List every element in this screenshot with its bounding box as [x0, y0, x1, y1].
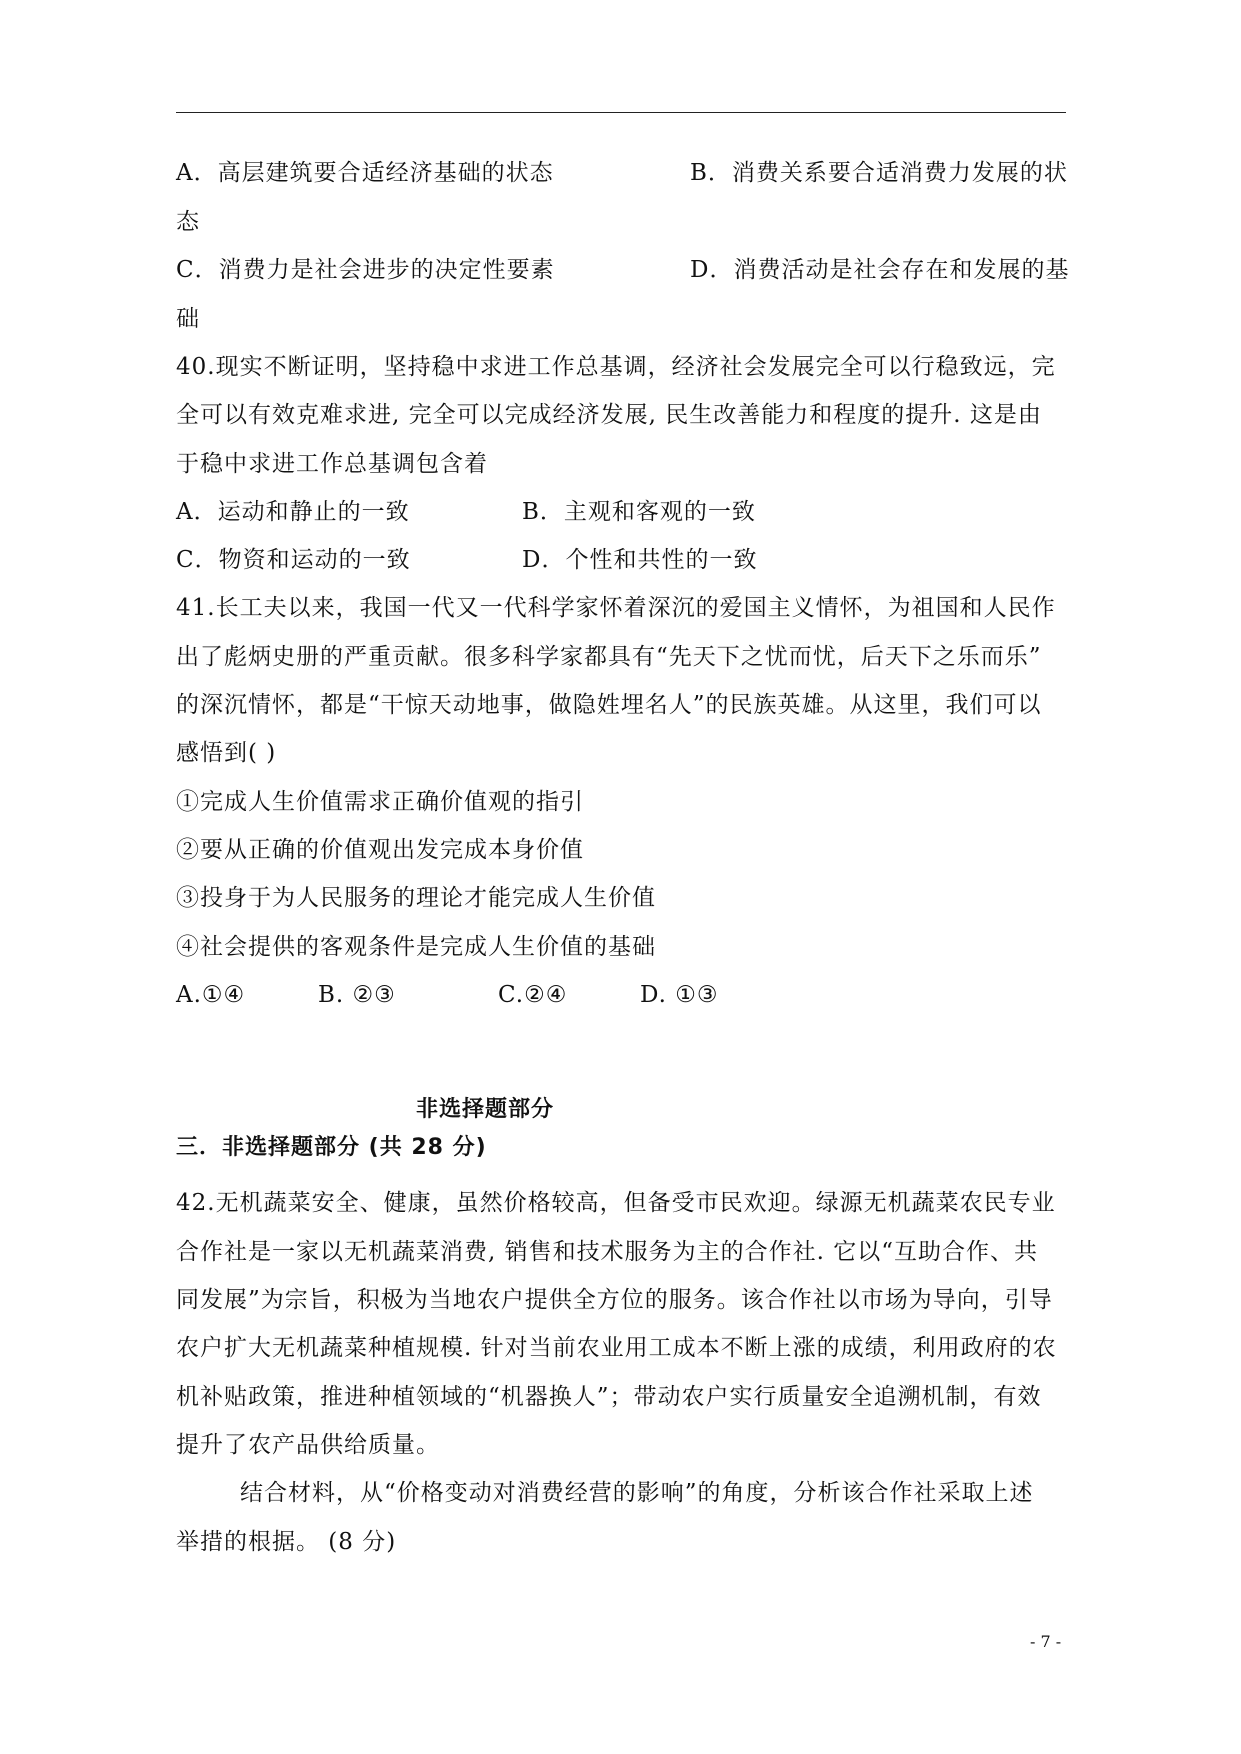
- q41-statement-2: ②要从正确的价值观出发完成本身价值: [176, 837, 584, 863]
- q39-option-d: D．消费活动是社会存在和发展的基: [690, 257, 1070, 283]
- q41-statement-4: ④社会提供的客观条件是完成人生价值的基础: [176, 934, 656, 960]
- q39-option-a: A．高层建筑要合适经济基础的状态: [176, 160, 554, 186]
- q40-stem-line-3: 于稳中求进工作总基调包含着: [176, 451, 488, 477]
- page-number: - 7 -: [1030, 1632, 1062, 1651]
- q40-option-d: D．个性和共性的一致: [522, 547, 758, 573]
- q41-option-a: A.①④: [176, 982, 246, 1008]
- section-subheading: 三．非选择题部分 (共 28 分): [176, 1135, 487, 1160]
- section-heading: 非选择题部分: [416, 1097, 555, 1122]
- header-rule: [176, 112, 1066, 113]
- q40-option-c: C．物资和运动的一致: [176, 547, 411, 573]
- q42-material-line-4: 农户扩大无机蔬菜种植规模. 针对当前农业用工成本不断上涨的成绩，利用政府的农: [176, 1335, 1057, 1361]
- q41-stem-line-4: 感悟到( ): [176, 740, 277, 766]
- q39-option-c: C．消费力是社会进步的决定性要素: [176, 257, 555, 283]
- q41-stem-line-3: 的深沉情怀，都是“干惊天动地事，做隐姓埋名人”的民族英雄。从这里，我们可以: [176, 692, 1042, 718]
- q41-statement-1: ①完成人生价值需求正确价值观的指引: [176, 789, 584, 815]
- q39-option-d-continued: 础: [176, 306, 200, 332]
- q40-stem-line-2: 全可以有效克难求进, 完全可以完成经济发展, 民生改善能力和程度的提升. 这是由: [176, 402, 1042, 428]
- q41-option-b: B. ②③: [318, 982, 396, 1008]
- q42-material-line-2: 合作社是一家以无机蔬菜消费, 销售和技术服务为主的合作社. 它以“互助合作、共: [176, 1239, 1039, 1265]
- q42-task-line-1: 结合材料，从“价格变动对消费经营的影响”的角度，分析该合作社采取上述: [240, 1480, 1034, 1506]
- q41-stem-line-2: 出了彪炳史册的严重贡献。很多科学家都具有“先天下之忧而忧，后天下之乐而乐”: [176, 644, 1042, 670]
- q42-material-line-6: 提升了农产品供给质量。: [176, 1432, 440, 1458]
- q40-stem-line-1: 40.现实不断证明，坚持稳中求进工作总基调，经济社会发展完全可以行稳致远，完: [176, 354, 1056, 380]
- q42-material-line-5: 机补贴政策，推进种植领域的“机器换人”；带动农户实行质量安全追溯机制，有效: [176, 1384, 1042, 1410]
- q41-statement-3: ③投身于为人民服务的理论才能完成人生价值: [176, 885, 656, 911]
- q39-option-b-continued: 态: [176, 209, 200, 235]
- q42-material-line-3: 同发展”为宗旨，积极为当地农户提供全方位的服务。该合作社以市场为导向，引导: [176, 1287, 1053, 1313]
- q40-option-b: B．主观和客观的一致: [522, 499, 756, 525]
- q41-option-c: C.②④: [498, 982, 568, 1008]
- q41-option-d: D. ①③: [640, 982, 719, 1008]
- q42-material-line-1: 42.无机蔬菜安全、健康，虽然价格较高，但备受市民欢迎。绿源无机蔬菜农民专业: [176, 1190, 1056, 1216]
- q39-option-b: B．消费关系要合适消费力发展的状: [690, 160, 1068, 186]
- q40-option-a: A．运动和静止的一致: [176, 499, 410, 525]
- q42-task-line-2: 举措的根据。 (8 分): [176, 1529, 397, 1555]
- q41-stem-line-1: 41.长工夫以来，我国一代又一代科学家怀着深沉的爱国主义情怀，为祖国和人民作: [176, 595, 1056, 621]
